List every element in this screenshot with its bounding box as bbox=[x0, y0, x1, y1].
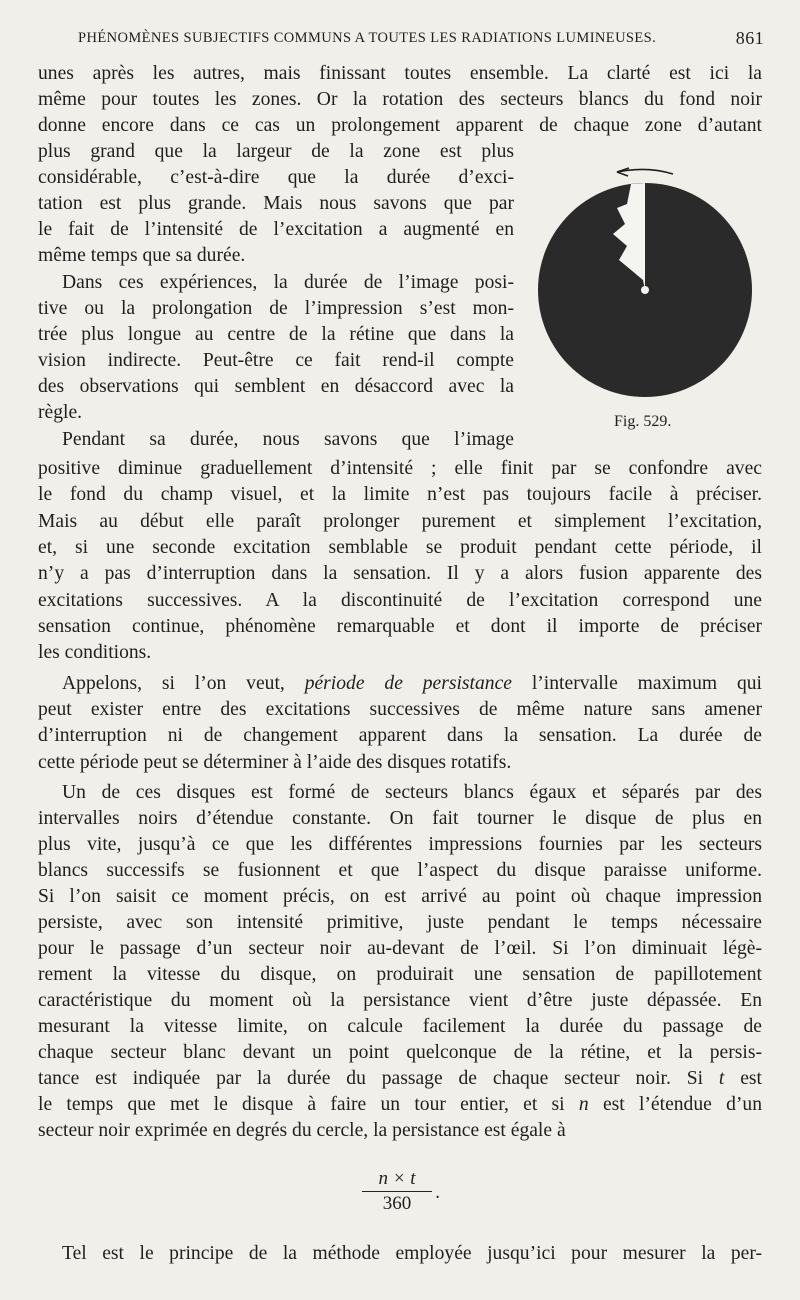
text-line: pour le passage d’un secteur noir au-devant de l’œil. Si l’on diminuait légè- bbox=[38, 938, 762, 959]
text-line: rement la vitesse du disque, on produirait une sensation de papillotement bbox=[38, 964, 762, 985]
text-line: plus grand que la largeur de la zone est plus bbox=[38, 141, 514, 162]
text-line: et, si une seconde excitation semblable se produit pendant cette période, il bbox=[38, 537, 762, 558]
text-line: plus vite, jusqu’à ce que les différentes impressions fournies par les secteurs bbox=[38, 834, 762, 855]
formula-denominator: 360 bbox=[382, 1193, 412, 1214]
text-line: le fait de l’intensité de l’excitation a augmenté en bbox=[38, 219, 514, 240]
text-line: caractéristique du moment où la persistance vient d’être juste dépassée. En bbox=[38, 990, 762, 1011]
text-line: des observations qui semblent en désaccord avec la bbox=[38, 376, 514, 397]
rotation-arrow-line bbox=[617, 169, 673, 174]
text-line: Si l’on saisit ce moment précis, on est arrivé au point où chaque impression bbox=[38, 886, 762, 907]
figure-rotating-disc bbox=[535, 160, 760, 440]
rotation-arrowhead bbox=[617, 168, 629, 176]
text-line bbox=[38, 1092, 762, 1118]
text-line: Un de ces disques est formé de secteurs blancs égaux et séparés par des bbox=[62, 782, 762, 803]
text-line: excitations successives. A la discontinuité de l’excitation correspond une bbox=[38, 590, 762, 611]
text-line: Dans ces expériences, la durée de l’image posi- bbox=[62, 272, 514, 293]
text-line: tive ou la prolongation de l’impression s’est mon- bbox=[38, 298, 514, 319]
variable-n: n bbox=[578, 1094, 589, 1115]
text-span: Appelons, si l’on veut, bbox=[62, 673, 285, 694]
running-title: PHÉNOMÈNES SUBJECTIFS COMMUNS A TOUTES LES RADIATIONS LUMINEUSES. bbox=[78, 30, 657, 46]
text-line: n’y a pas d’interruption dans la sensation. Il y a alors fusion apparente des bbox=[38, 563, 762, 584]
text-line: cette période peut se déterminer à l’aide des disques rotatifs. bbox=[38, 752, 512, 773]
page-number: 861 bbox=[735, 28, 764, 48]
text-line: sensation continue, phénomène remarquable et dont il importe de préciser bbox=[38, 616, 762, 637]
text-line: les conditions. bbox=[38, 642, 152, 663]
text-line: tation est plus grande. Mais nous savons que par bbox=[38, 193, 514, 214]
running-header bbox=[78, 30, 768, 52]
disc-diagram bbox=[535, 160, 760, 440]
text-span: Si bbox=[686, 1068, 704, 1089]
text-line: Tel est le principe de la méthode employée jusqu’ici pour mesurer la per- bbox=[62, 1243, 762, 1264]
text-line: chaque secteur blanc devant un point quelconque de la rétine, et la persis- bbox=[38, 1042, 762, 1063]
text-span: est bbox=[740, 1068, 762, 1089]
text-line: vision indirecte. Peut-être ce fait rend-il compte bbox=[38, 350, 514, 371]
text-line: intervalles noirs d’étendue constante. On fait tourner le disque de plus en bbox=[38, 808, 762, 829]
text-line: secteur noir exprimée en degrés du cercle, la persistance est égale à bbox=[38, 1120, 566, 1141]
text-line: persiste, avec son intensité primitive, juste pendant le temps nécessaire bbox=[38, 912, 762, 933]
text-line: Mais au début elle paraît prolonger purement et simplement l’excitation, bbox=[38, 511, 762, 532]
text-line: blancs successifs se fusionnent et que l’aspect du disque paraisse uniforme. bbox=[38, 860, 762, 881]
text-span: le temps que met le disque à faire un tour entier, et si bbox=[38, 1094, 565, 1115]
disc-center bbox=[641, 286, 649, 294]
text-span: est l’étendue d’un bbox=[602, 1094, 763, 1115]
text-line: considérable, c’est-à-dire que la durée d’exci- bbox=[38, 167, 514, 188]
formula-period: . bbox=[435, 1182, 440, 1203]
text-line bbox=[38, 1066, 762, 1092]
text-line: d’interruption ni de changement apparent dans la sensation. La durée de bbox=[38, 725, 762, 746]
variable-t: t bbox=[718, 1068, 725, 1089]
formula bbox=[362, 1168, 440, 1215]
formula-numerator: n × t bbox=[362, 1168, 432, 1192]
text-line: règle. bbox=[38, 402, 83, 423]
figure-caption: Fig. 529. bbox=[614, 413, 672, 430]
text-line: unes après les autres, mais finissant toutes ensemble. La clarté est ici la bbox=[38, 63, 762, 84]
text-span: l’intervalle maximum qui bbox=[531, 673, 762, 694]
text-line: positive diminue graduellement d’intensité ; elle finit par se confondre avec bbox=[38, 458, 762, 479]
text-line: mesurant la vitesse limite, on calcule facilement la durée du passage de bbox=[38, 1016, 762, 1037]
italic-term: période de persistance bbox=[304, 673, 512, 694]
text-line: même pour toutes les zones. Or la rotation des secteurs blancs du fond noir bbox=[38, 89, 762, 110]
text-line bbox=[38, 671, 762, 697]
text-span: tance est indiquée par la durée du passage de chaque secteur noir. bbox=[38, 1068, 671, 1089]
text-line: même temps que sa durée. bbox=[38, 245, 246, 266]
text-line: peut exister entre des excitations successives de même nature sans amener bbox=[38, 699, 762, 720]
text-line: donne encore dans ce cas un prolongement apparent de chaque zone d’autant bbox=[38, 115, 762, 136]
text-line: trée plus longue au centre de la rétine que dans la bbox=[38, 324, 514, 345]
text-line: Pendant sa durée, nous savons que l’image bbox=[62, 429, 514, 450]
text-line: le fond du champ visuel, et la limite n’est pas toujours facile à préciser. bbox=[38, 484, 762, 505]
